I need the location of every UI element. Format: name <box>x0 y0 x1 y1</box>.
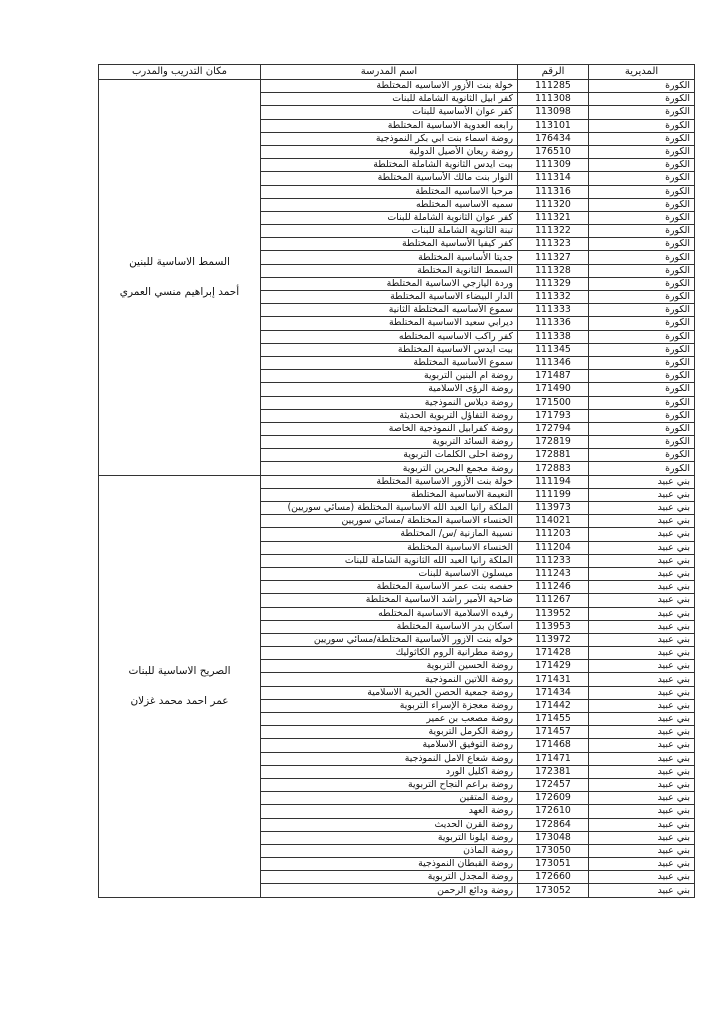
school-name-cell: النوار بنت مالك الأساسية المختلطة <box>261 172 518 185</box>
directorate-cell: بني عبيد <box>589 620 695 633</box>
school-name-cell: روضة اسماء بنت ابي بكر النموذجية <box>261 132 518 145</box>
school-name-cell: روضة التفاؤل التربوية الحديثة <box>261 409 518 422</box>
school-number-cell: 111199 <box>518 488 589 501</box>
directorate-cell: بني عبيد <box>589 541 695 554</box>
school-number-cell: 171487 <box>518 370 589 383</box>
training-cell <box>99 80 261 476</box>
directorate-cell: الكورة <box>589 238 695 251</box>
directorate-cell: بني عبيد <box>589 502 695 515</box>
school-number-cell: 111345 <box>518 343 589 356</box>
directorate-cell: بني عبيد <box>589 871 695 884</box>
school-number-cell: 113972 <box>518 633 589 646</box>
school-number-cell: 111321 <box>518 211 589 224</box>
school-name-cell: روضة مجمع البحرين التربوية <box>261 462 518 475</box>
school-name-cell: روضة السائد التربوية <box>261 436 518 449</box>
school-name-cell: ديرابي سعيد الاساسية المختلطة <box>261 317 518 330</box>
directorate-cell: بني عبيد <box>589 660 695 673</box>
directorate-cell: بني عبيد <box>589 515 695 528</box>
table-row <box>99 80 695 93</box>
school-name-cell: روضة القبطان النموذجية <box>261 858 518 871</box>
directorate-cell: بني عبيد <box>589 554 695 567</box>
directorate-cell: الكورة <box>589 119 695 132</box>
school-name-cell: روضة جمعية الحصن الخيرية الاسلامية <box>261 686 518 699</box>
directorate-cell: بني عبيد <box>589 686 695 699</box>
training-place: الصريح الاساسية للبنات <box>128 665 231 678</box>
school-name-cell: روضة مطرانية الروم الكاثوليك <box>261 647 518 660</box>
school-name-cell: تبنة الثانوية الشاملة للبنات <box>261 225 518 238</box>
school-number-cell: 111333 <box>518 304 589 317</box>
directorate-cell: بني عبيد <box>589 884 695 897</box>
directorate-cell: بني عبيد <box>589 594 695 607</box>
school-name-cell: خولة بنت الأزور الاساسيه المختلطة <box>261 80 518 93</box>
directorate-cell: بني عبيد <box>589 647 695 660</box>
school-name-cell: سميه الاساسيه المختلطه <box>261 198 518 211</box>
school-name-cell: روضة براعم النجاح التربوية <box>261 778 518 791</box>
school-name-cell: روضة ودائع الرحمن <box>261 884 518 897</box>
school-number-cell: 111204 <box>518 541 589 554</box>
school-name-cell: روضة العهد <box>261 805 518 818</box>
school-number-cell: 111309 <box>518 159 589 172</box>
directorate-cell: بني عبيد <box>589 567 695 580</box>
table-row <box>99 475 695 488</box>
directorate-cell: بني عبيد <box>589 739 695 752</box>
school-number-cell: 113098 <box>518 106 589 119</box>
school-name-cell: بيت ايدس الاساسية المختلطة <box>261 343 518 356</box>
directorate-cell: بني عبيد <box>589 726 695 739</box>
directorate-cell: الكورة <box>589 211 695 224</box>
school-name-cell: الخنساء الاساسية المختلطة <box>261 541 518 554</box>
trainer-name: عمر احمد محمد غزلان <box>130 695 229 708</box>
directorate-cell: الكورة <box>589 436 695 449</box>
school-number-cell: 176510 <box>518 145 589 158</box>
school-number-cell: 171442 <box>518 699 589 712</box>
school-name-cell: رابعه العدوية الاساسية المختلطة <box>261 119 518 132</box>
school-name-cell: روضة ام البنين التربوية <box>261 370 518 383</box>
school-name-cell: الملكة رانيا العبد الله الثانوية الشاملة للبنات <box>261 554 518 567</box>
school-number-cell: 173050 <box>518 844 589 857</box>
school-number-cell: 171490 <box>518 383 589 396</box>
directorate-cell: الكورة <box>589 304 695 317</box>
directorate-cell: بني عبيد <box>589 792 695 805</box>
directorate-cell: الكورة <box>589 80 695 93</box>
school-number-cell: 171434 <box>518 686 589 699</box>
school-name-cell: الخنساء الاساسية المختلطة /مسائي سوريين <box>261 515 518 528</box>
header-directorate: المديرية <box>589 65 695 80</box>
school-number-cell: 173052 <box>518 884 589 897</box>
school-number-cell: 172660 <box>518 871 589 884</box>
schools-table <box>98 64 695 898</box>
school-name-cell: وردة اليازجي الاساسية المختلطة <box>261 277 518 290</box>
school-name-cell: الدار البيضاء الاساسية المختلطة <box>261 291 518 304</box>
school-name-cell: كفر راكب الاساسيه المختلطه <box>261 330 518 343</box>
school-number-cell: 171431 <box>518 673 589 686</box>
school-name-cell: الملكة رانيا العبد الله الاساسية المختلطة (مسائي سوريين) <box>261 502 518 515</box>
school-name-cell: ضاحية الأمير راشد الاساسية المختلطة <box>261 594 518 607</box>
directorate-cell: الكورة <box>589 330 695 343</box>
school-name-cell: اسكان بدر الاساسية المختلطة <box>261 620 518 633</box>
header-training: مكان التدريب والمدرب <box>99 65 261 80</box>
school-number-cell: 111314 <box>518 172 589 185</box>
directorate-cell: الكورة <box>589 185 695 198</box>
directorate-cell: بني عبيد <box>589 488 695 501</box>
school-number-cell: 111308 <box>518 93 589 106</box>
school-name-cell: روضة الماذن <box>261 844 518 857</box>
directorate-cell: بني عبيد <box>589 778 695 791</box>
school-name-cell: روضة الرؤى الاسلامية <box>261 383 518 396</box>
school-number-cell: 171455 <box>518 713 589 726</box>
directorate-cell: بني عبيد <box>589 844 695 857</box>
directorate-cell: الكورة <box>589 356 695 369</box>
directorate-cell: الكورة <box>589 132 695 145</box>
school-number-cell: 111346 <box>518 356 589 369</box>
school-number-cell: 111246 <box>518 581 589 594</box>
table-header-row <box>99 65 695 80</box>
school-number-cell: 171429 <box>518 660 589 673</box>
school-name-cell: كفر عوان الثانوية الشاملة للبنات <box>261 211 518 224</box>
school-number-cell: 172881 <box>518 449 589 462</box>
school-number-cell: 171793 <box>518 409 589 422</box>
school-name-cell: خوله بنت الازور الأساسية المختلطة/مسائي سوريين <box>261 633 518 646</box>
school-name-cell: جديتا الأساسية المختلطة <box>261 251 518 264</box>
school-name-cell: خولة بنت الأزور الاساسية المختلطة <box>261 475 518 488</box>
school-name-cell: كفر كيفيا الأساسية المختلطة <box>261 238 518 251</box>
school-number-cell: 114021 <box>518 515 589 528</box>
directorate-cell: الكورة <box>589 106 695 119</box>
directorate-cell: الكورة <box>589 198 695 211</box>
directorate-cell: بني عبيد <box>589 805 695 818</box>
school-number-cell: 172883 <box>518 462 589 475</box>
school-number-cell: 111338 <box>518 330 589 343</box>
school-name-cell: بيت ايدس الثانوية الشاملة المختلطة <box>261 159 518 172</box>
header-school: اسم المدرسة <box>261 65 518 80</box>
trainer-name: أحمد إبراهيم منسي العمري <box>119 286 240 299</box>
school-number-cell: 111323 <box>518 238 589 251</box>
school-name-cell: روضة الكرمل التربوية <box>261 726 518 739</box>
directorate-cell: الكورة <box>589 159 695 172</box>
directorate-cell: بني عبيد <box>589 818 695 831</box>
directorate-cell: الكورة <box>589 251 695 264</box>
directorate-cell: بني عبيد <box>589 633 695 646</box>
directorate-cell: بني عبيد <box>589 713 695 726</box>
school-name-cell: روضة احلى الكلمات التربوية <box>261 449 518 462</box>
school-name-cell: سموع الأساسية المختلطة <box>261 356 518 369</box>
directorate-cell: بني عبيد <box>589 475 695 488</box>
school-number-cell: 171471 <box>518 752 589 765</box>
directorate-cell: الكورة <box>589 343 695 356</box>
school-number-cell: 111336 <box>518 317 589 330</box>
directorate-cell: الكورة <box>589 409 695 422</box>
school-name-cell: روضة التوفيق الاسلامية <box>261 739 518 752</box>
directorate-cell: الكورة <box>589 145 695 158</box>
school-name-cell: روضة اللاتين النموذجية <box>261 673 518 686</box>
school-name-cell: روضة المجدل التربوية <box>261 871 518 884</box>
school-name-cell: النعيمة الاساسية المختلطة <box>261 488 518 501</box>
directorate-cell: الكورة <box>589 370 695 383</box>
school-name-cell: روضة مصعب بن عمير <box>261 713 518 726</box>
directorate-cell: الكورة <box>589 462 695 475</box>
school-number-cell: 171468 <box>518 739 589 752</box>
directorate-cell: بني عبيد <box>589 765 695 778</box>
school-number-cell: 171428 <box>518 647 589 660</box>
header-number: الرقم <box>518 65 589 80</box>
training-place: السمط الاساسية للبنين <box>129 256 230 269</box>
school-number-cell: 172457 <box>518 778 589 791</box>
directorate-cell: الكورة <box>589 93 695 106</box>
school-number-cell: 172610 <box>518 805 589 818</box>
school-number-cell: 111267 <box>518 594 589 607</box>
school-number-cell: 113973 <box>518 502 589 515</box>
school-name-cell: كفر عوان الأساسية للبنات <box>261 106 518 119</box>
school-number-cell: 111327 <box>518 251 589 264</box>
school-name-cell: سموع الأساسيه المختلطة الثانية <box>261 304 518 317</box>
school-number-cell: 111194 <box>518 475 589 488</box>
school-name-cell: رفيده الاسلامية الاساسية المختلطه <box>261 607 518 620</box>
school-name-cell: روضة الحسين التربوية <box>261 660 518 673</box>
school-number-cell: 111316 <box>518 185 589 198</box>
school-name-cell: ميسلون الاساسية للبنات <box>261 567 518 580</box>
school-number-cell: 111320 <box>518 198 589 211</box>
school-name-cell: روضة ديلاس النموذجية <box>261 396 518 409</box>
directorate-cell: بني عبيد <box>589 858 695 871</box>
school-number-cell: 176434 <box>518 132 589 145</box>
school-name-cell: روضة معجزة الإسراء التربوية <box>261 699 518 712</box>
school-name-cell: روضة القرن الحديث <box>261 818 518 831</box>
school-number-cell: 113953 <box>518 620 589 633</box>
directorate-cell: بني عبيد <box>589 831 695 844</box>
directorate-cell: الكورة <box>589 291 695 304</box>
school-number-cell: 111243 <box>518 567 589 580</box>
directorate-cell: الكورة <box>589 225 695 238</box>
school-number-cell: 113952 <box>518 607 589 620</box>
school-number-cell: 173048 <box>518 831 589 844</box>
school-name-cell: مرحبا الاساسيه المختلطة <box>261 185 518 198</box>
school-number-cell: 172794 <box>518 422 589 435</box>
school-name-cell: نسيبة المازنية /س/ المختلطة <box>261 528 518 541</box>
school-number-cell: 111322 <box>518 225 589 238</box>
directorate-cell: الكورة <box>589 396 695 409</box>
school-number-cell: 111329 <box>518 277 589 290</box>
directorate-cell: الكورة <box>589 317 695 330</box>
school-number-cell: 172864 <box>518 818 589 831</box>
school-number-cell: 173051 <box>518 858 589 871</box>
school-number-cell: 172381 <box>518 765 589 778</box>
school-number-cell: 171500 <box>518 396 589 409</box>
school-name-cell: روضة ريعان الأصيل الدولية <box>261 145 518 158</box>
table-body <box>99 80 695 898</box>
directorate-cell: بني عبيد <box>589 699 695 712</box>
school-name-cell: كفر ابيل الثانوية الشاملة للبنات <box>261 93 518 106</box>
directorate-cell: بني عبيد <box>589 607 695 620</box>
directorate-cell: بني عبيد <box>589 528 695 541</box>
school-number-cell: 171457 <box>518 726 589 739</box>
school-name-cell: روضة كفرابيل النموذجية الخاصة <box>261 422 518 435</box>
directorate-cell: بني عبيد <box>589 673 695 686</box>
school-number-cell: 113101 <box>518 119 589 132</box>
school-number-cell: 111285 <box>518 80 589 93</box>
school-name-cell: السمط الثانوية المختلطة <box>261 264 518 277</box>
directorate-cell: الكورة <box>589 264 695 277</box>
directorate-cell: الكورة <box>589 422 695 435</box>
directorate-cell: بني عبيد <box>589 752 695 765</box>
directorate-cell: بني عبيد <box>589 581 695 594</box>
school-number-cell: 111328 <box>518 264 589 277</box>
school-name-cell: روضة المتقين <box>261 792 518 805</box>
directorate-cell: الكورة <box>589 383 695 396</box>
school-number-cell: 172819 <box>518 436 589 449</box>
school-name-cell: حفصه بنت عمر الاساسية المختلطة <box>261 581 518 594</box>
directorate-cell: الكورة <box>589 172 695 185</box>
school-name-cell: روضة اكليل الورد <box>261 765 518 778</box>
directorate-cell: الكورة <box>589 277 695 290</box>
school-name-cell: روضة شعاع الامل النموذجية <box>261 752 518 765</box>
school-number-cell: 172609 <box>518 792 589 805</box>
school-number-cell: 111332 <box>518 291 589 304</box>
school-name-cell: روضة ايلونا التربوية <box>261 831 518 844</box>
training-cell <box>99 475 261 897</box>
school-number-cell: 111233 <box>518 554 589 567</box>
school-number-cell: 111203 <box>518 528 589 541</box>
directorate-cell: الكورة <box>589 449 695 462</box>
